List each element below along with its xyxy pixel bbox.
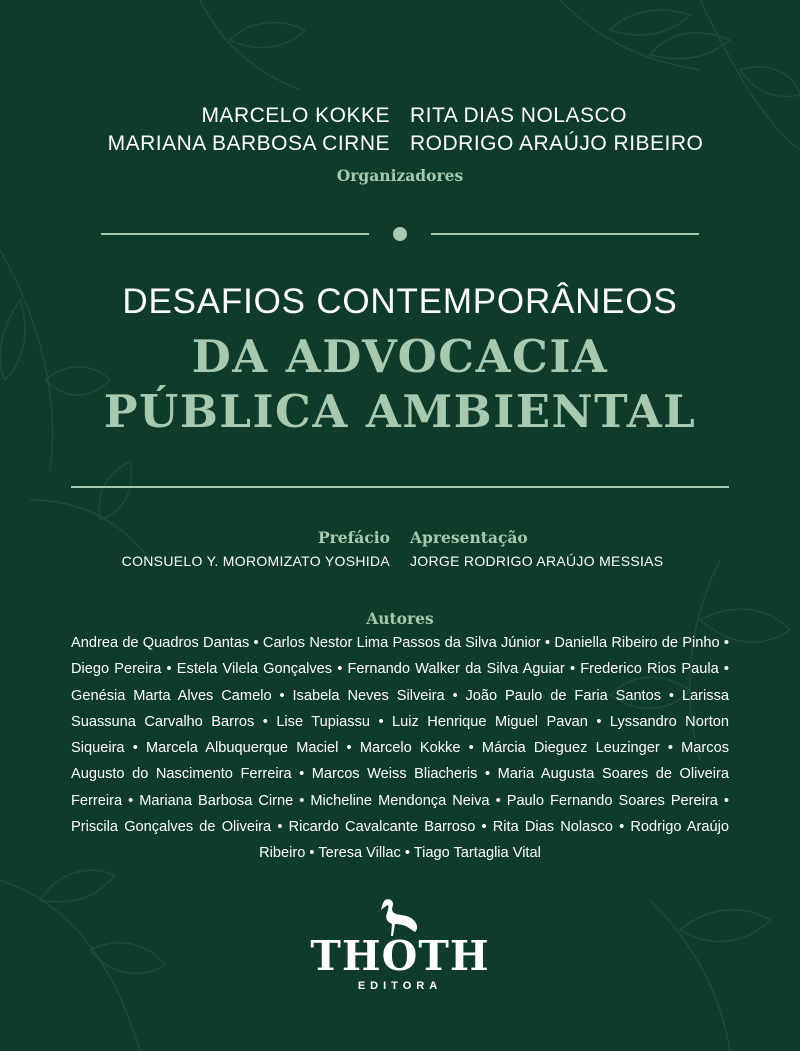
authors-label: Autores: [366, 609, 434, 628]
title-line-3: PÚBLICA AMBIENTAL: [103, 385, 697, 438]
divider-line-right: [431, 233, 699, 235]
organizer-name: MARIANA BARBOSA CIRNE: [107, 132, 390, 155]
organizer-name: RODRIGO ARAÚJO RIBEIRO: [410, 132, 704, 155]
organizer-name: MARCELO KOKKE: [201, 104, 390, 127]
organizers-label: Organizadores: [336, 166, 464, 185]
title-line-2: DA ADVOCACIA: [191, 330, 609, 383]
authors-list: Andrea de Quadros Dantas • Carlos Nestor Lima Passos da Silva Júnior • Daniella Ribeiro de Pinho • Diego Pereira • Estela Vilela Gonçalves • Fernando Walker da Silva Aguiar • Frederico Rios Paula • Genésia Marta Alves Camelo • Isabela Neves Silveira • João Paulo de Faria Santos • Larissa Suassuna Carvalho Barros • Lise Tupiassu • Luiz Henrique Miguel Pavan • Lyssandro Norton Siqueira • Marcela Albuquerque Maciel • Marcelo Kokke • Márcia Dieguez Leuzinger • Marcos Augusto do Nascimento Ferreira • Marcos Weiss Bliacheris • Maria Augusta Soares de Oliveira Ferreira • Mariana Barbosa Cirne • Micheline Mendonça Neiva • Paulo Fernando Soares Pereira • Priscila Gonçalves de Oliveira • Ricardo Cavalcante Barroso • Rita Dias Nolasco • Rodrigo Araújo Ribeiro • Teresa Villac • Tiago Tartaglia Vital: [71, 635, 729, 862]
divider-line-left: [101, 233, 369, 235]
organizer-name: RITA DIAS NOLASCO: [410, 104, 627, 127]
divider-dot: [393, 227, 407, 241]
preface-author: CONSUELO Y. MOROMIZATO YOSHIDA: [121, 553, 390, 569]
presentation-label: Apresentação: [410, 528, 528, 547]
title-line-1: DESAFIOS CONTEMPORÂNEOS: [122, 282, 678, 321]
publisher-name: THOTH: [310, 932, 490, 980]
publisher-imprint: EDITORA: [357, 980, 443, 992]
presentation-author: JORGE RODRIGO ARAÚJO MESSIAS: [410, 553, 664, 569]
title-divider: [71, 486, 729, 488]
preface-label: Prefácio: [317, 528, 390, 547]
